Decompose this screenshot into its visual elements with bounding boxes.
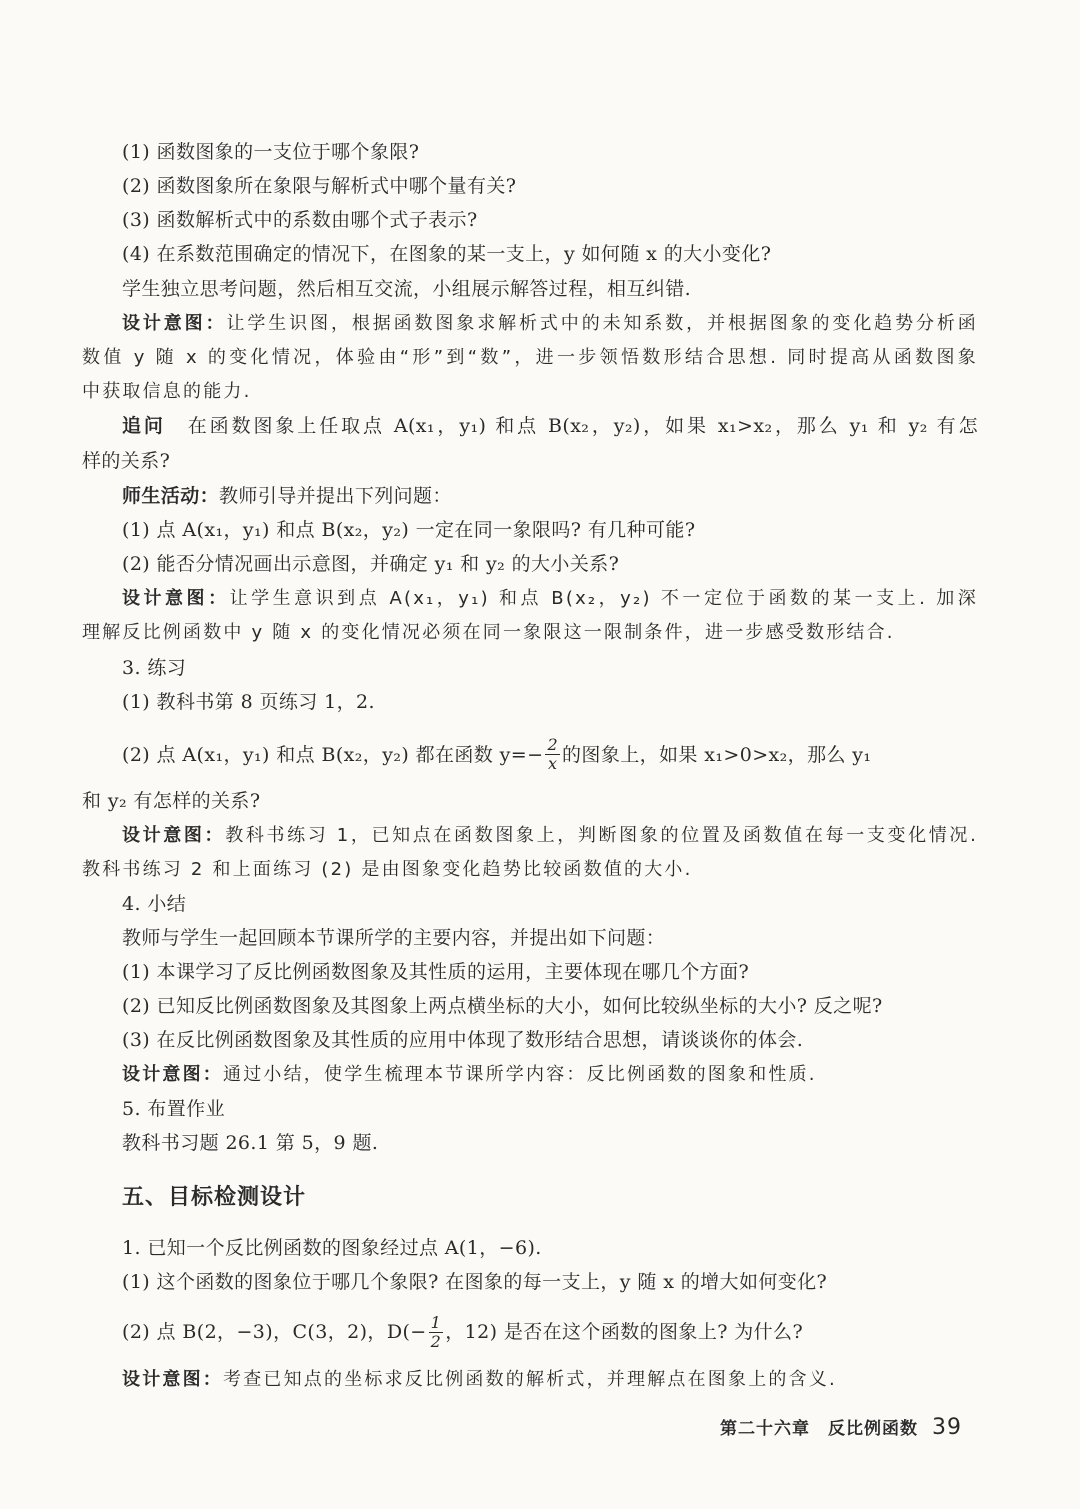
fraction-2-over-x [545, 736, 560, 773]
design-intent-3 [122, 824, 978, 848]
fraction-denominator: x [548, 754, 558, 773]
question-line: (2) 函数图象所在象限与解析式中哪个量有关? [122, 175, 517, 197]
design-text: 让学生识图，根据函数图象求解析式中的未知系数，并根据图象的变化趋势分析函 [226, 313, 979, 334]
question-line: (1) 函数图象的一支位于哪个象限? [122, 141, 420, 163]
section-5-title: 5. 布置作业 [122, 1098, 225, 1120]
question-line: (1) 点 A(x₁，y₁) 和点 B(x₂，y₂) 一定在同一象限吗? 有几种可能? [122, 519, 696, 541]
test-q2-text-a: (2) 点 B(2，−3)，C(3，2)，D(− [122, 1321, 427, 1343]
section-heading: 五、目标检测设计 [122, 1185, 307, 1210]
design-intent-1 [122, 312, 978, 336]
design-intent-1-cont: 数值 y 随 x 的变化情况，体验由“形”到“数”，进一步领悟数形结合思想. 同时提高从函数图象 [82, 347, 978, 368]
design-intent-3-cont: 教科书练习 2 和上面练习 (2) 是由图象变化趋势比较函数值的大小. [82, 859, 693, 880]
summary-question: (2) 已知反比例函数图象及其图象上两点横坐标的大小，如何比较纵坐标的大小? 反之呢? [122, 995, 883, 1017]
practice-2-cont: 和 y₂ 有怎样的关系? [82, 790, 261, 812]
fraction-numerator: 1 [430, 1312, 442, 1332]
section-3-title: 3. 练习 [122, 657, 187, 679]
practice-2-text-a: (2) 点 A(x₁，y₁) 和点 B(x₂，y₂) 都在函数 y=− [122, 743, 544, 766]
section-4-title: 4. 小结 [122, 893, 187, 915]
design-intent-5 [122, 1368, 837, 1392]
page-footer [720, 1414, 962, 1440]
activity-line [122, 484, 452, 508]
chapter-title: 第二十六章 反比例函数 [720, 1419, 918, 1439]
question-line: (2) 能否分情况画出示意图，并确定 y₁ 和 y₂ 的大小关系? [122, 553, 620, 575]
design-label: 设计意图： [122, 1369, 223, 1390]
practice-2-text-b: 的图象上，如果 x₁>0>x₂，那么 y₁ [562, 743, 872, 766]
design-text: 通过小结，使学生梳理本节课所学内容：反比例函数的图象和性质. [223, 1064, 817, 1085]
design-label: 设计意图： [122, 588, 230, 609]
followup-cont: 样的关系? [82, 450, 171, 472]
followup-text: 在函数图象上任取点 A(x₁，y₁) 和点 B(x₂，y₂)，如果 x₁>x₂，那么 y₁ 和 y₂ 有怎 [187, 415, 978, 437]
design-intent-1-end: 中获取信息的能力. [82, 381, 252, 402]
paragraph-line: 学生独立思考问题，然后相互交流，小组展示解答过程，相互纠错. [122, 278, 692, 300]
activity-label: 师生活动： [122, 485, 220, 507]
test-question-1: 1. 已知一个反比例函数的图象经过点 A(1，−6). [122, 1237, 542, 1259]
design-intent-2 [122, 587, 978, 611]
summary-question: (3) 在反比例函数图象及其性质的应用中体现了数形结合思想，请谈谈你的体会. [122, 1029, 804, 1051]
activity-text: 教师引导并提出下列问题： [219, 485, 452, 507]
summary-question: (1) 本课学习了反比例函数图象及其性质的运用，主要体现在哪几个方面? [122, 961, 750, 983]
design-intent-4 [122, 1063, 817, 1087]
homework-line: 教科书习题 26.1 第 5，9 题. [122, 1132, 379, 1154]
page-number: 39 [932, 1415, 962, 1440]
test-question-1-part-1: (1) 这个函数的图象位于哪几个象限? 在图象的每一支上，y 随 x 的增大如何变化? [122, 1271, 828, 1293]
fraction-numerator: 2 [547, 735, 559, 754]
summary-intro: 教师与学生一起回顾本节课所学的主要内容，并提出如下问题： [122, 927, 666, 949]
design-intent-2-cont: 理解反比例函数中 y 随 x 的变化情况必须在同一象限这一限制条件，进一步感受数形结合. [82, 622, 895, 643]
followup-question [122, 414, 978, 438]
design-text: 教科书练习 1，已知点在函数图象上，判断图象的位置及函数值在每一支变化情况. [225, 825, 978, 846]
design-label: 设计意图： [122, 825, 226, 846]
fraction-1-over-2 [429, 1314, 444, 1351]
design-label: 设计意图： [122, 313, 227, 334]
design-text: 让学生意识到点 A(x₁，y₁) 和点 B(x₂，y₂) 不一定位于函数的某一支上. 加深 [229, 588, 978, 609]
question-line: (3) 函数解析式中的系数由哪个式子表示? [122, 209, 478, 231]
practice-1: (1) 教科书第 8 页练习 1，2. [122, 691, 375, 713]
design-text: 考查已知点的坐标求反比例函数的解析式，并理解点在图象上的含义. [223, 1369, 837, 1390]
test-question-1-part-2 [122, 1312, 803, 1352]
question-line: (4) 在系数范围确定的情况下，在图象的某一支上，y 如何随 x 的大小变化? [122, 243, 772, 265]
design-label: 设计意图： [122, 1064, 223, 1085]
test-q2-text-b: ，12) 是否在这个函数的图象上? 为什么? [445, 1321, 804, 1343]
practice-2 [122, 736, 978, 773]
fraction-denominator: 2 [430, 1331, 442, 1351]
followup-label: 追问 [122, 415, 166, 437]
